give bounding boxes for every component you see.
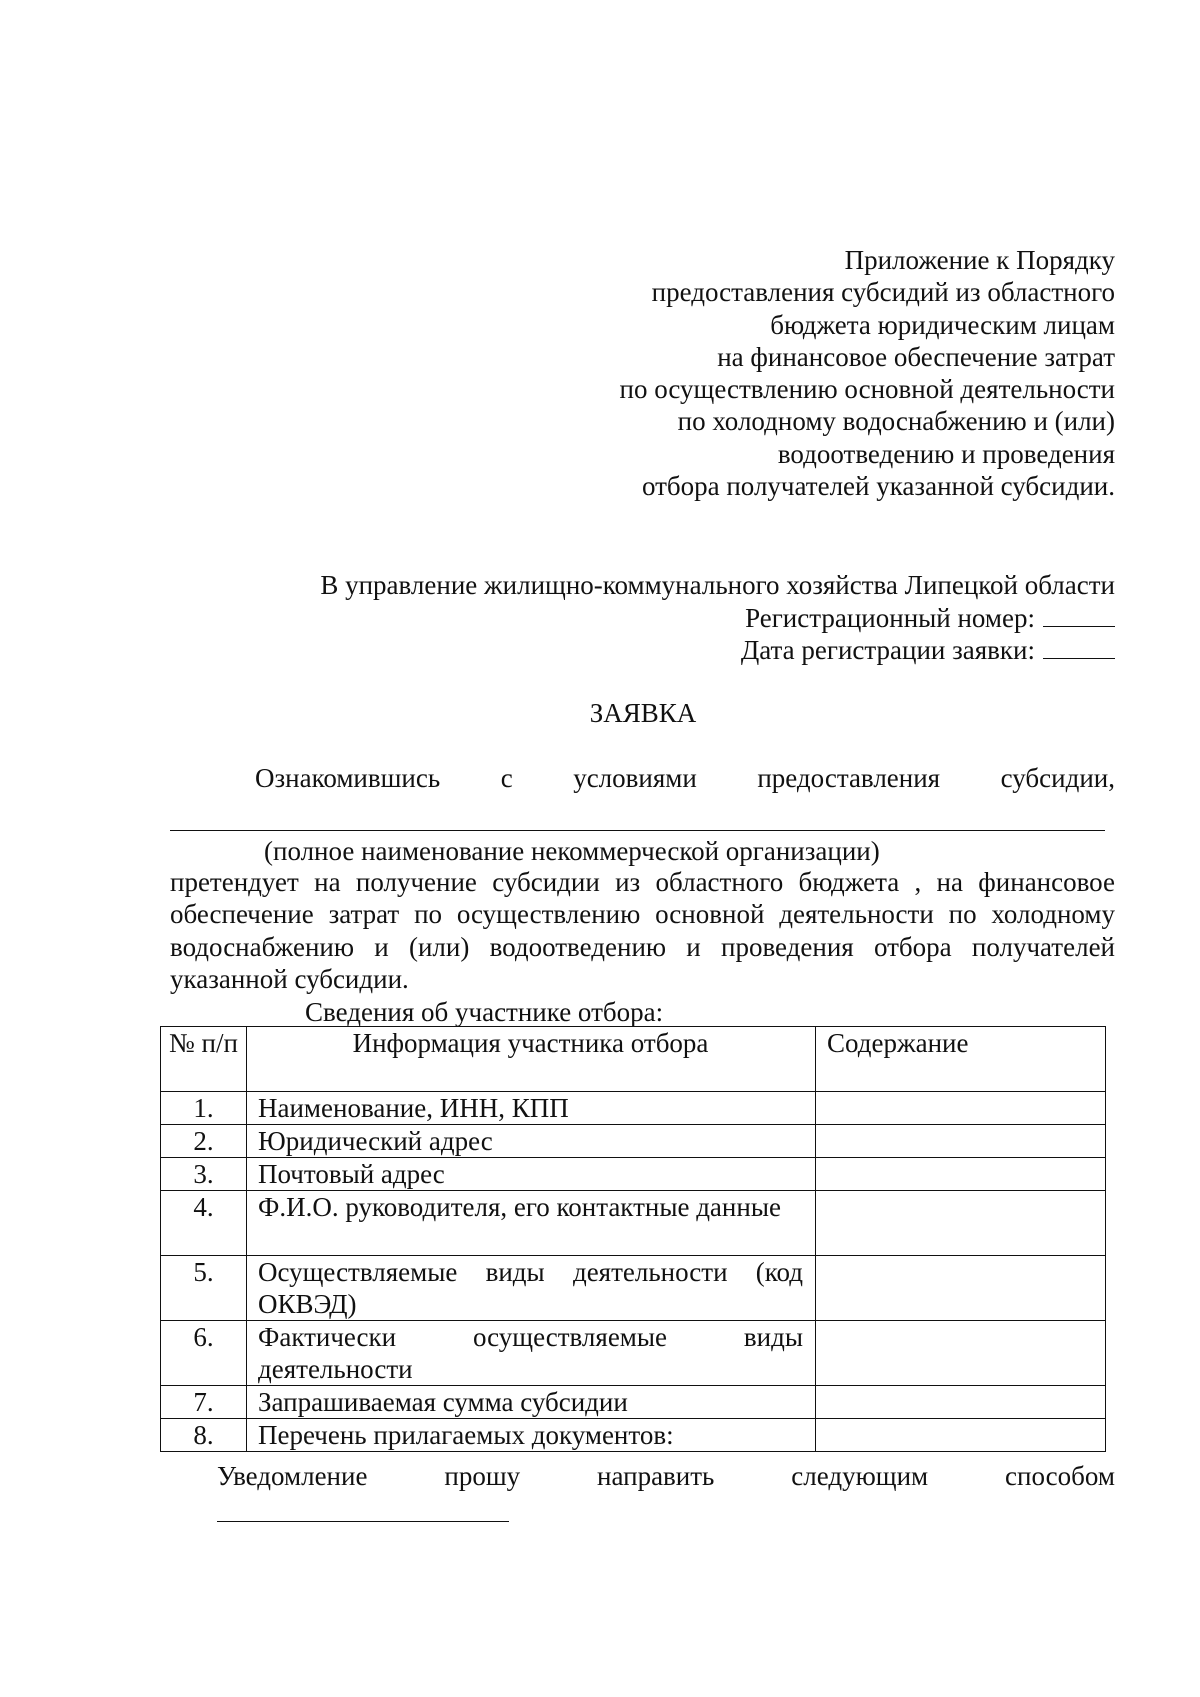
- appendix-line: водоотведению и проведения: [777, 438, 1115, 469]
- notice-word: следующим: [791, 1461, 929, 1491]
- intro-line: [255, 762, 1115, 794]
- notice-line: [217, 1460, 1115, 1492]
- notice-word: Уведомление: [217, 1461, 368, 1491]
- org-name-blank-line[interactable]: [170, 830, 1105, 831]
- table-header-row: [161, 1027, 1106, 1092]
- row-info: Наименование, ИНН, КПП: [247, 1092, 816, 1125]
- row-num: 3.: [161, 1158, 247, 1191]
- table-row: [161, 1256, 1106, 1321]
- table-row: [161, 1158, 1106, 1191]
- row-content[interactable]: [816, 1191, 1106, 1256]
- row-num: 4.: [161, 1191, 247, 1256]
- intro-word: Ознакомившись: [255, 763, 441, 793]
- document-title: ЗАЯВКА: [589, 698, 697, 728]
- row-content[interactable]: [816, 1158, 1106, 1191]
- reg-date-blank[interactable]: [1043, 634, 1115, 659]
- row-content[interactable]: [816, 1419, 1106, 1452]
- appendix-line: бюджета юридическим лицам: [770, 309, 1115, 340]
- intro-word: предоставления: [757, 763, 941, 793]
- row-num: 5.: [161, 1256, 247, 1321]
- row-content[interactable]: [816, 1386, 1106, 1419]
- notice-word: направить: [597, 1461, 715, 1491]
- row-content[interactable]: [816, 1321, 1106, 1386]
- appendix-line: на финансовое обеспечение затрат: [717, 341, 1115, 372]
- row-info: Юридический адрес: [247, 1125, 816, 1158]
- participant-info-table: [160, 1026, 1106, 1452]
- notice-method-blank-line[interactable]: [217, 1521, 509, 1522]
- header-content: Содержание: [816, 1027, 1106, 1092]
- appendix-line: Приложение к Порядку: [844, 245, 1115, 275]
- intro-word: с: [500, 763, 513, 793]
- row-info: Запрашиваемая сумма субсидии: [247, 1386, 816, 1419]
- appendix-line: по холодному водоснабжению и (или): [677, 406, 1115, 437]
- address-block: [230, 569, 1115, 667]
- row-num: 7.: [161, 1386, 247, 1419]
- table-row: [161, 1125, 1106, 1158]
- intro-word: условиями: [573, 763, 697, 793]
- table-row: [161, 1321, 1106, 1386]
- table-row: [161, 1419, 1106, 1452]
- row-num: 2.: [161, 1125, 247, 1158]
- recipient-line: В управление жилищно-коммунального хозяйства Липецкой области: [320, 570, 1115, 600]
- reg-number-label: Регистрационный номер:: [745, 602, 1035, 633]
- appendix-line: по осуществлению основной деятельности: [619, 374, 1115, 405]
- header-info: Информация участника отбора: [247, 1027, 816, 1092]
- row-info: Фактически осуществляемые виды деятельности: [247, 1321, 816, 1386]
- org-name-caption: (полное наименование некоммерческой организации): [264, 836, 880, 866]
- table-row: [161, 1386, 1106, 1419]
- reg-date-line: [230, 634, 1115, 667]
- appendix-header: [560, 244, 1115, 502]
- reg-number-blank[interactable]: [1043, 602, 1115, 627]
- intro-word: субсидии,: [1000, 763, 1115, 793]
- reg-number-line: [230, 602, 1115, 635]
- row-info: Перечень прилагаемых документов:: [247, 1419, 816, 1452]
- body-paragraph: претендует на получение субсидии из областного бюджета , на финансовое обеспечение затрат по осуществлению основной деятельности по холодному водоснабжению и (или) водоотведению и проведения отбора получателей указанной субсидии.: [170, 867, 1115, 994]
- table-title: Сведения об участнике отбора:: [305, 997, 664, 1027]
- row-content[interactable]: [816, 1092, 1106, 1125]
- reg-date-label: Дата регистрации заявки:: [740, 635, 1035, 665]
- header-num: № п/п: [161, 1027, 247, 1092]
- appendix-line: предоставления субсидий из областного: [651, 277, 1115, 308]
- row-num: 6.: [161, 1321, 247, 1386]
- table-row: [161, 1092, 1106, 1125]
- notice-word: прошу: [444, 1461, 521, 1491]
- appendix-line: отбора получателей указанной субсидии.: [641, 471, 1115, 502]
- notice-word: способом: [1005, 1461, 1115, 1491]
- row-content[interactable]: [816, 1125, 1106, 1158]
- row-info: Почтовый адрес: [247, 1158, 816, 1191]
- row-info: Ф.И.О. руководителя, его контактные данные: [247, 1191, 816, 1256]
- row-content[interactable]: [816, 1256, 1106, 1321]
- row-info: Осуществляемые виды деятельности (код ОКВЭД): [247, 1256, 816, 1321]
- row-num: 1.: [161, 1092, 247, 1125]
- row-num: 8.: [161, 1419, 247, 1452]
- table-row: [161, 1191, 1106, 1256]
